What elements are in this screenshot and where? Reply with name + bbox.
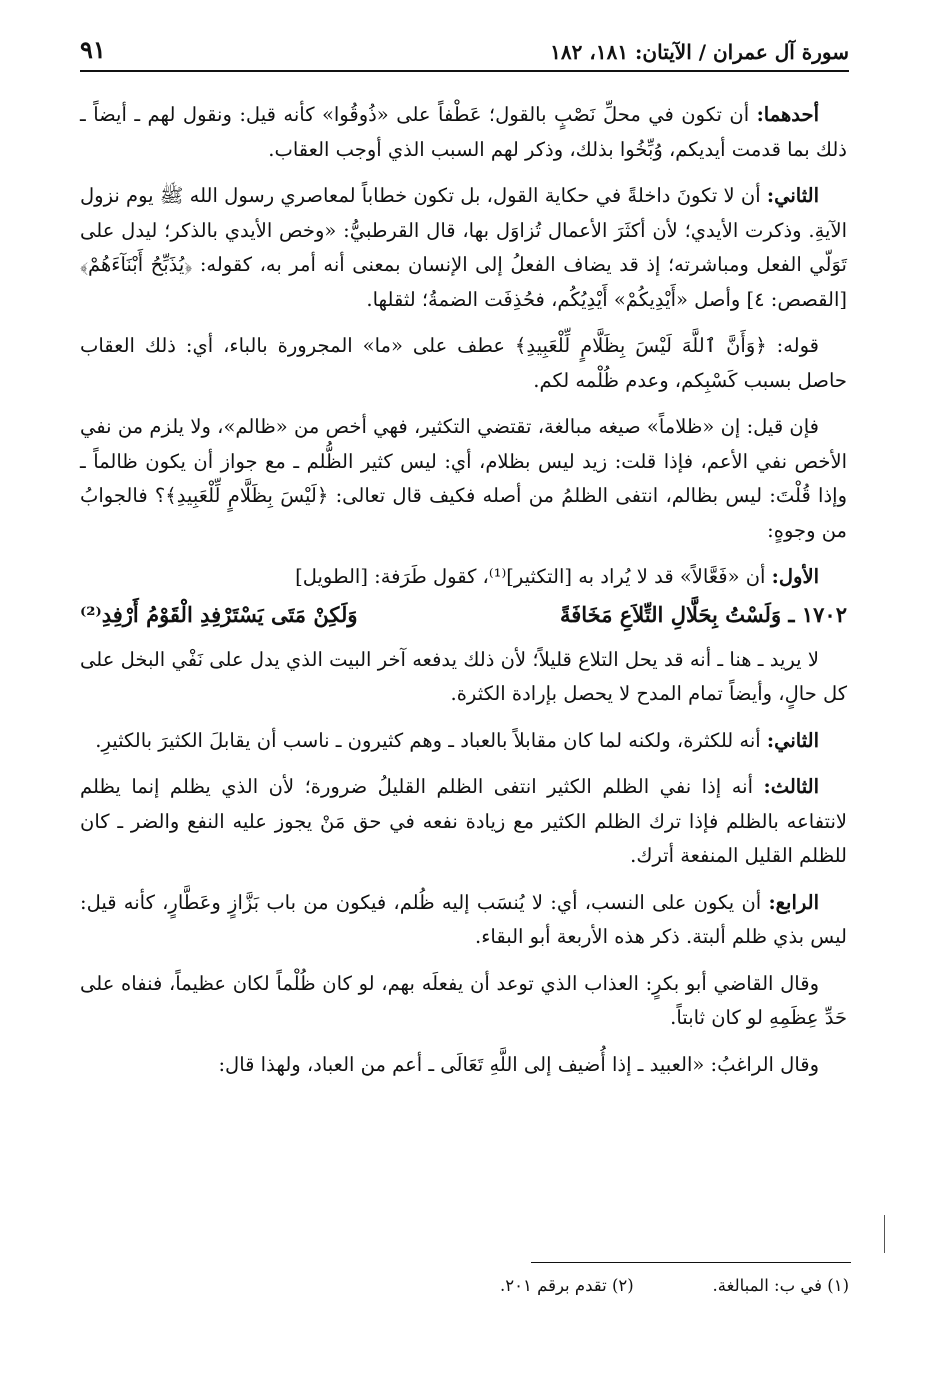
verse-left-hemistich: وَلَكِنْ مَتَى يَسْتَرْفِدِ الْقَوْمُ أَرْفِدِ⁽²⁾	[80, 601, 358, 627]
paragraph	[80, 98, 847, 167]
paragraph	[80, 329, 847, 398]
paragraph	[80, 179, 847, 317]
paragraph-text: أنه للكثرة، ولكنه لما كان مقابلاً بالعباد ـ وهم كثيرون ـ ناسب أن يقابلَ الكثيرَ بالكثيرِ.	[95, 728, 767, 752]
paragraph	[80, 410, 847, 548]
paragraph-text: وقال الراغبُ: «العبيد ـ إذا أُضيف إلى اللَّهِ تَعَالَى ـ أعم من العباد، ولهذا قال:	[218, 1052, 819, 1076]
footnotes	[500, 1276, 849, 1295]
page-number: ٩١	[80, 35, 106, 64]
paragraph	[80, 1048, 847, 1083]
paragraph	[80, 770, 847, 874]
poetry-verse	[80, 597, 847, 633]
paragraph-text: أن تكون في محلِّ نَصْبٍ بالقول؛ عَطْفاً على «ذُوقُوا» كأنه قيل: ونقول لهم ـ أيضاً ـ ذلك بما قدمت أيديكم، وُبِّخُوا بذلك، وذكر لهم السبب الذي أوجب العقاب.	[80, 103, 847, 161]
paragraph-text: فإن قيل: إن «ظلاماً» صيغه مبالغة، تقتضي التكثير، فهي أخص من «ظالم»، ولا يلزم من نفي الأخص نفي الأعم، فإذا قلت: زيد ليس بظلام، أي: ليس كثير الظُّلم ـ مع جواز أن يكون ظالماً ـ وإذا قُلْتَ: ليس بظالم، انتفى الظلمُ من أصله فكيف قال تعالى: ﴿لَيْسَ بِظَلَّامٍ لِّلْعَبِيدِ﴾؟ فالجوابُ من وجوهٍ:	[80, 415, 847, 542]
verse-right-hemistich: ١٧٠٢ ـ وَلَسْتُ بِحَلَّالِ التِّلاَعِ مَخَافَةً	[559, 601, 847, 627]
page-header	[80, 30, 849, 72]
paragraph	[80, 886, 847, 955]
point-label: الثاني:	[766, 184, 819, 207]
paragraph	[80, 643, 847, 712]
point-label: الأول:	[771, 565, 819, 588]
paragraph	[80, 724, 847, 759]
point-label: الثاني:	[766, 728, 819, 752]
footnote-1: (١) في ب: المبالغة.	[712, 1276, 849, 1295]
paragraph-text: قوله: ﴿وَأَنَّ ٱللَّهَ لَيْسَ بِظَلَّامٍ لِّلْعَبِيدِ﴾ عطف على «ما» المجرورة بالباء، أي: ذلك العقاب حاصل بسبب كَسْبِكم، وعدم ظُلْمه لكم.	[80, 334, 847, 392]
page-body	[80, 98, 847, 1094]
paragraph-text: أن لا تكونَ داخلةً في حكاية القول، بل تكون خطاباً لمعاصري رسول الله ﷺ يوم نزول الآيةِ. وذكرت الأيدي؛ لأن أكثَرَ الأعمال تُزاوَل بها، قال القرطبيُّ: «وخص الأيدي بالذكر؛ ليدل على تَوَلّي الفعل ومباشرته؛ إذ قد يضاف الفعلُ إلى الإنسان بمعنى أنه أمر به، كقوله: ﴿يُذَبِّحُ أَبْنَآءَهُمْ﴾ [القصص: ٤] وأصل «أَيْدِيكُمْ» أَيْدِيُكُم، فحُذِفَت الضمةُ؛ لثقلها.	[80, 184, 847, 311]
paragraph	[80, 967, 847, 1036]
paragraph-text: لا يريد ـ هنا ـ أنه قد يحل التلاع قليلاً؛ لأن ذلك يدفعه آخر البيت الذي يدل على نَفْي البخل على كل حالٍ، وأيضاً تمام المدح لا يحصل بإرادة الكثرة.	[80, 647, 847, 705]
paragraph-text: أنه إذا نفي الظلم الكثير انتفى الظلم القليلُ ضرورة؛ لأن الذي يظلم إنما يظلم لانتفاعه بالظلم فإذا ترك الظلم الكثير مع زيادة نفعه في حق مَنْ يجوز عليه النفع والضر ـ كان للظلم القليل المنفعة أترك.	[80, 775, 847, 867]
footnote-separator	[531, 1262, 851, 1263]
point-label: الثالث:	[763, 775, 819, 798]
running-title: سورة آل عمران / الآيتان: ١٨١، ١٨٢	[550, 40, 849, 64]
margin-mark	[884, 1215, 885, 1253]
paragraph-text: وقال القاضي أبو بكرٍ: العذاب الذي توعد أن يفعلَه بهم، لو كان ظُلْماً لكان عظيماً، فنفاه على حَدِّ عِظَمِهِ لو كان ثابتاً.	[80, 971, 847, 1029]
point-label: الرابع:	[768, 890, 819, 914]
paragraph-text: أن يكون على النسب، أي: لا يُنسَب إليه ظُلم، فيكون من باب بَزَّازٍ وعَطَّارٍ، كأنه قيل: ليس بذي ظلم ألبتة. ذكر هذه الأربعة أبو البقاء.	[80, 890, 847, 948]
footnote-2: (٢) تقدم برقم ٢٠١.	[500, 1276, 634, 1295]
point-label: أحدهما:	[756, 103, 819, 126]
paragraph-text: أن «فَعَّالاً» قد لا يُراد به [التكثير]⁽¹⁾، كقول طَرَفة: [الطويل]	[295, 565, 772, 588]
paragraph	[80, 560, 847, 595]
